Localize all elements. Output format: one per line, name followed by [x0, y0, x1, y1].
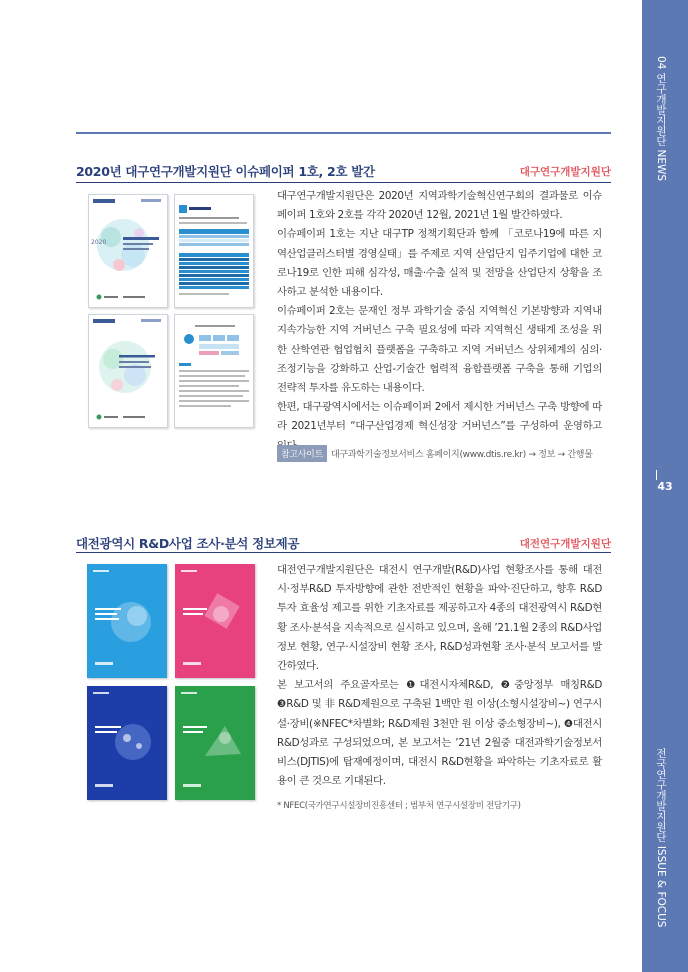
footnote: * NFEC(국가연구시설장비진흥센터 ; 범부처 연구시설장비 전담기구)	[277, 801, 521, 811]
section2-org: 대전연구개발지원단	[519, 538, 611, 550]
section2-rule	[76, 552, 611, 553]
cover-blue-illustration	[87, 564, 167, 678]
section1-rule	[76, 182, 611, 183]
section1-body	[277, 187, 602, 456]
section1-paragraph-1: 대구연구개발지원단은 2020년 지역과학기술혁신연구회의 결과물로 이슈페이퍼 1호와 2호를 각각 2020년 12월, 2021년 1월 발간하였다.	[277, 190, 602, 222]
reference-tag: 참고사이트	[277, 445, 327, 462]
issue-paper-2-inner-page	[174, 314, 254, 428]
reference-site	[277, 445, 593, 462]
section2-title: 대전광역시 R&D사업 조사·분석 정보제공	[76, 536, 300, 551]
side-magazine-label: 전국연구개발지원단 ISSUE & FOCUS	[655, 748, 667, 928]
section1-paragraph-4: 한편, 대구광역시에서는 이슈페이퍼 2에서 제시한 거버넌스 구축 방향에 따라 2021년부터 “대구산업경제 혁신성장 거버넌스”를 구성하여 운영하고	[277, 401, 602, 433]
section1-org: 대구연구개발지원단	[519, 166, 611, 178]
section2-paragraph-1: 대전연구개발지원단은 대전시 연구개발(R&D)사업 현황조사를 통해 대전시·정부R&D 투자방향에 관한 전반적인 현황을 파악·진단하고, 향후 R&D투자 효율성 제고를 위한 기초자료를 제공하고자 4종의 대전광역시 R&D현황 조사·분석을 지속적으로 실시하고 있으며, 올해 ’21.1월 2종의 R&D사업정보 현황, 연구·시설장비 현황 조사, R&D성과현황 조사·분석 보고서를 발간하였다.	[277, 564, 602, 673]
section2-paragraph-2: 본 보고서의 주요골자로는 ❶대전시자체R&D, ❷중앙정부 매칭R&D ❸R&D 및 非 R&D제원으로 구축된 1백만 원 이상(소형시설장비~) 연구시설·장비(※NFEC*차별화; R&D제원 3천만 원 이상 중소형장비~), ❹대전시 R&D성과로 구성되었으며, 본 보고서는 ’21년 2월중 대전과학기술정보서비스(DJTIS)에 탑재예정이며, 대전시 R&D현황을 파악하는 기초자료로 활용이 큰 것으로 기대된다.	[277, 679, 602, 788]
issue-paper-1-cover	[88, 194, 168, 308]
daejeon-report-cover-green	[175, 686, 255, 800]
top-divider	[76, 132, 611, 134]
cover-green-illustration	[175, 686, 255, 800]
side-section-label: 04 연구개발지원단 NEWS	[655, 56, 667, 182]
section2-body	[277, 561, 602, 791]
cover-year: 2020	[91, 239, 107, 246]
inner-page-diagram-illustration	[175, 315, 253, 427]
cover-navy-illustration	[87, 686, 167, 800]
issue-paper-2-cover	[88, 314, 168, 428]
page-tick	[656, 470, 657, 480]
cover-pink-illustration	[175, 564, 255, 678]
section1-paragraph-2: 이슈페이퍼 1호는 지난 대구TP 정책기획단과 함께 「코로나19에 따른 지역산업클러스터별 경영실태」를 주제로 지역 산업단지 입주기업에 대한 코로나19로 인한 피해 심각성, 매출·수출 실적 및 전망을 산업단지 상황을 조사하고 분석한 내용이다.	[277, 228, 602, 299]
issue-paper-2-illustration	[89, 315, 167, 427]
section1-title: 2020년 대구연구개발지원단 이슈페이퍼 1호, 2호 발간	[76, 164, 375, 179]
daejeon-report-cover-navy	[87, 686, 167, 800]
reference-text: 대구과학기술정보서비스 홈페이지(www.dtis.re.kr) → 정보 → 간행물	[330, 450, 593, 460]
page-number: 43	[657, 480, 673, 493]
daejeon-report-cover-blue	[87, 564, 167, 678]
issue-paper-1-inner-page	[174, 194, 254, 308]
daejeon-report-cover-pink	[175, 564, 255, 678]
inner-page-table-illustration	[175, 195, 253, 307]
issue-paper-1-illustration	[89, 195, 167, 307]
section1-paragraph-3: 이슈페이퍼 2호는 문재인 정부 과학기술 중심 지역혁신 기본방향과 지역내 지속가능한 지역 거버넌스 구축 필요성에 따라 지역혁신 생태계 조성을 위한 산학연관 협업협치 플랫폼을 구축하고 지역 거버넌스 상위체계의 심의·조정기능을 강화하고 산업-기술간 협력적 융합플랫폼 구축을 통해 기업의 전략적 투자를 유도하는 내용이다.	[277, 305, 602, 395]
